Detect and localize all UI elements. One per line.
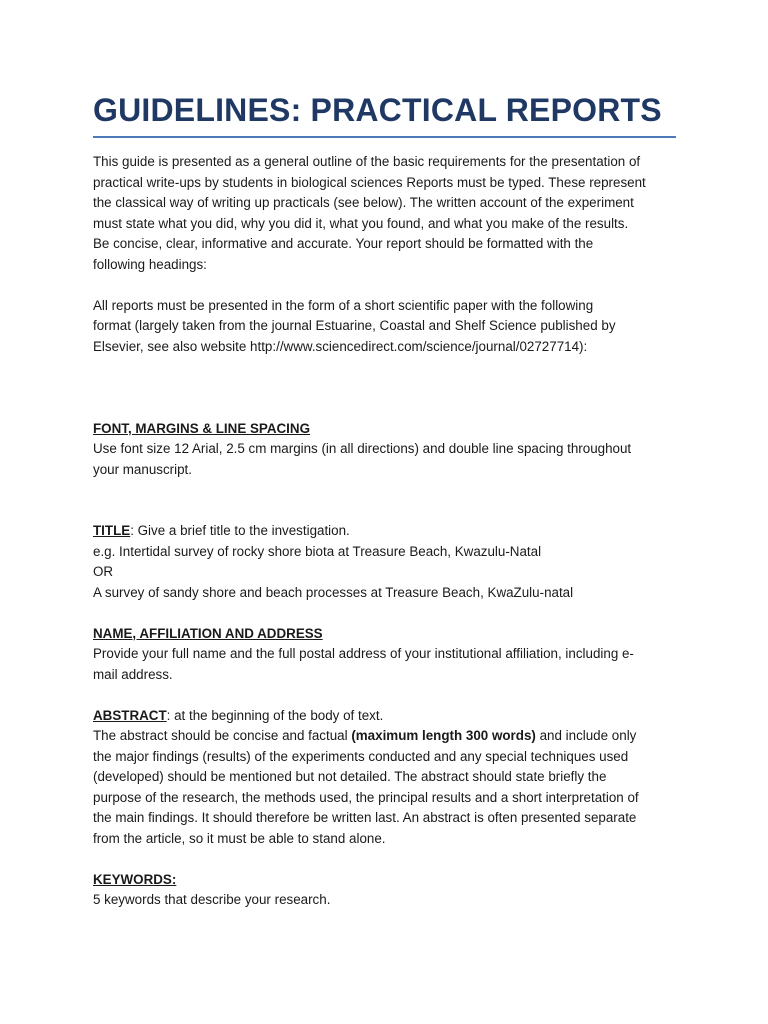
abstract-line: purpose of the research, the methods used, the principal results and a short interpretation of: [93, 789, 639, 805]
abstract-line: the major findings (results) of the experiments conducted and any special techniques used: [93, 748, 629, 764]
abstract-line: the main findings. It should therefore be written last. An abstract is often presented separate: [93, 810, 637, 825]
abstract-section: [93, 706, 676, 850]
name-section: [93, 624, 676, 686]
title-section-heading-rest: : Give a brief title to the investigation.: [130, 523, 350, 538]
keywords-section: [93, 870, 676, 911]
title-section-heading-line: [93, 521, 676, 542]
format-paragraph: [93, 296, 676, 358]
intro-line: must state what you did, why you did it, what you found, and what you make of the results.: [93, 215, 629, 231]
abstract-line-text: The abstract should be concise and factual: [93, 728, 352, 743]
format-line: format (largely taken from the journal Estuarine, Coastal and Shelf Science published by: [93, 318, 616, 333]
title-section-line: OR: [93, 564, 114, 579]
title-section-heading: TITLE: [93, 523, 131, 538]
title-section-line: e.g. Intertidal survey of rocky shore biota at Treasure Beach, Kwazulu-Natal: [93, 543, 542, 559]
document-title: GUIDELINES: PRACTICAL REPORTS: [93, 88, 676, 138]
document-body: [93, 152, 676, 911]
intro-line: This guide is presented as a general outline of the basic requirements for the presentation of: [93, 154, 641, 169]
keywords-section-heading: KEYWORDS:: [93, 871, 177, 887]
abstract-heading-line: [93, 706, 676, 727]
name-section-line: mail address.: [93, 666, 173, 682]
font-section: [93, 419, 676, 481]
keywords-section-line: 5 keywords that describe your research.: [93, 892, 331, 907]
intro-line: the classical way of writing up practicals (see below). The written account of the experiment: [93, 195, 634, 210]
abstract-line: from the article, so it must be able to stand alone.: [93, 830, 386, 846]
font-section-line: your manuscript.: [93, 461, 192, 477]
title-section-line: A survey of sandy shore and beach processes at Treasure Beach, KwaZulu-natal: [93, 584, 574, 600]
intro-paragraph: [93, 152, 676, 275]
abstract-line: (developed) should be mentioned but not detailed. The abstract should state briefly the: [93, 769, 607, 784]
font-section-line: Use font size 12 Arial, 2.5 cm margins (in all directions) and double line spacing throughout: [93, 441, 632, 456]
title-section: [93, 521, 676, 603]
intro-line: following headings:: [93, 256, 207, 272]
abstract-line-text: and include only: [535, 728, 637, 743]
abstract-line: [93, 726, 676, 747]
intro-line: practical write-ups by students in biological sciences Reports must be typed. These represent: [93, 174, 646, 190]
format-line: Elsevier, see also website http://www.sciencedirect.com/science/journal/02727714):: [93, 338, 588, 354]
font-section-heading: FONT, MARGINS & LINE SPACING: [93, 420, 310, 436]
abstract-heading-rest: : at the beginning of the body of text.: [166, 707, 384, 723]
format-line: All reports must be presented in the form of a short scientific paper with the following: [93, 297, 594, 313]
abstract-section-heading: ABSTRACT: [93, 707, 167, 723]
intro-line: Be concise, clear, informative and accurate. Your report should be formatted with the: [93, 236, 594, 251]
name-section-heading: NAME, AFFILIATION AND ADDRESS: [93, 625, 323, 641]
name-section-line: Provide your full name and the full postal address of your institutional affiliation, including e-: [93, 646, 634, 661]
abstract-word-limit: (maximum length 300 words): [351, 728, 536, 743]
